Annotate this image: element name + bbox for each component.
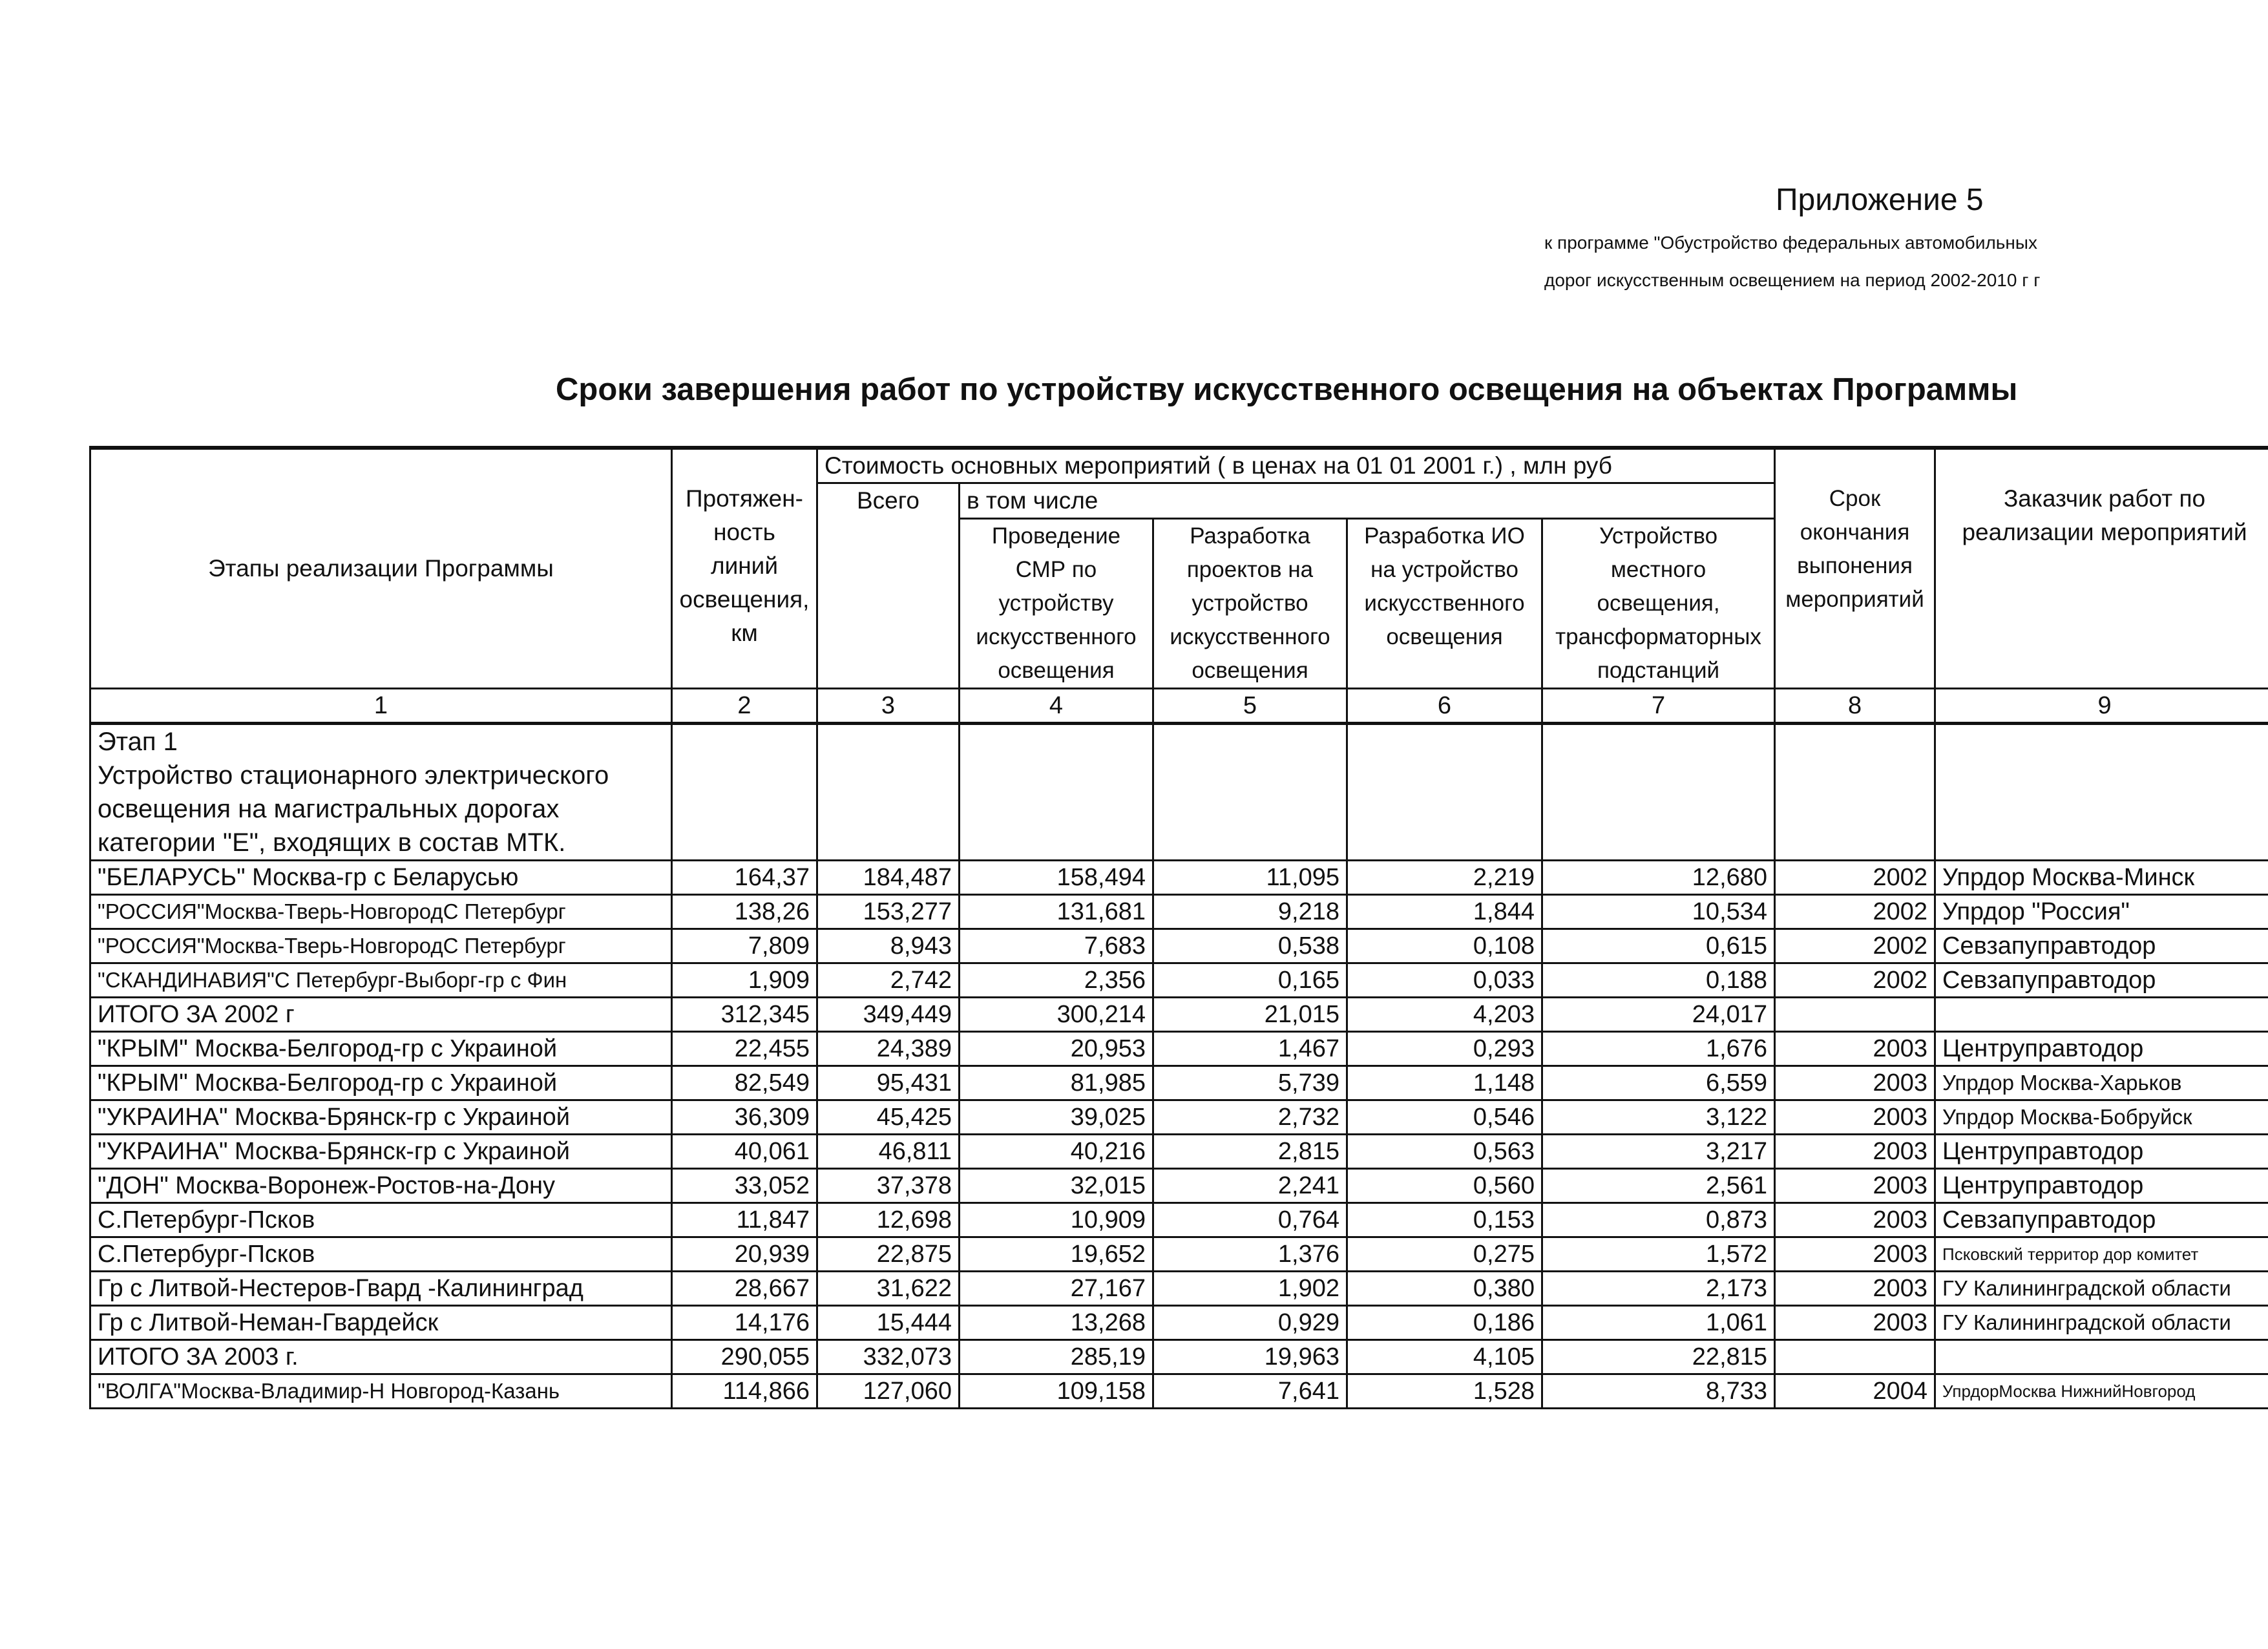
col-number: 5 [1153,689,1347,724]
io-cost-cell: 2,219 [1347,861,1542,895]
smr-cost-cell: 300,214 [960,998,1153,1032]
table-row [90,963,2268,998]
road-name-cell: "УКРАИНА" Москва-Брянск-гр с Украиной [90,1135,672,1169]
local-lighting-cost-cell: 0,873 [1542,1203,1775,1237]
data-rows [90,861,2268,1409]
total-cost-cell: 24,389 [817,1032,960,1066]
header-stages: Этапы реализации Программы [90,448,672,689]
smr-cost-cell: 285,19 [960,1340,1153,1374]
customer-cell: Упрдор Москва-Бобруйск [1935,1100,2268,1135]
length-cell: 138,26 [672,895,817,929]
local-lighting-cost-cell: 2,173 [1542,1272,1775,1306]
length-cell: 36,309 [672,1100,817,1135]
total-cost-cell: 127,060 [817,1374,960,1409]
projects-cost-cell: 1,467 [1153,1032,1347,1066]
table-row [90,1272,2268,1306]
length-cell: 1,909 [672,963,817,998]
projects-cost-cell: 2,732 [1153,1100,1347,1135]
total-cost-cell: 46,811 [817,1135,960,1169]
customer-cell: УпрдорМосква НижнийНовгород [1935,1374,2268,1409]
projects-cost-cell: 9,218 [1153,895,1347,929]
road-name-cell: "РОССИЯ"Москва-Тверь-НовгородС Петербург [90,895,672,929]
road-name-cell: Гр с Литвой-Неман-Гвардейск [90,1306,672,1340]
table-row [90,1340,2268,1374]
total-cost-cell: 2,742 [817,963,960,998]
total-cost-cell: 37,378 [817,1169,960,1203]
io-cost-cell: 1,148 [1347,1066,1542,1100]
table-row [90,1203,2268,1237]
col-number: 7 [1542,689,1775,724]
deadline-year-cell: 2002 [1775,929,1935,963]
local-lighting-cost-cell: 1,676 [1542,1032,1775,1066]
length-cell: 40,061 [672,1135,817,1169]
col-number: 8 [1775,689,1935,724]
total-cost-cell: 153,277 [817,895,960,929]
road-name-cell: "РОССИЯ"Москва-Тверь-НовгородС Петербург [90,929,672,963]
total-cost-cell: 12,698 [817,1203,960,1237]
stage-description: Этап 1 Устройство стационарного электрического освещения на магистральных дорогах категории "Е", входящих в состав МТК. [90,724,672,861]
local-lighting-cost-cell: 22,815 [1542,1340,1775,1374]
local-lighting-cost-cell: 0,188 [1542,963,1775,998]
schedule-table [89,446,2268,1409]
road-name-cell: "КРЫМ" Москва-Белгород-гр с Украиной [90,1066,672,1100]
header-total: Всего [817,483,960,689]
empty-cell [1542,724,1775,861]
header-row-1 [90,448,2268,483]
header-deadline: Срок окончания выпонения мероприятий [1775,448,1935,689]
io-cost-cell: 1,528 [1347,1374,1542,1409]
projects-cost-cell: 0,929 [1153,1306,1347,1340]
table-row [90,998,2268,1032]
page-title: Сроки завершения работ по устройству искусственного освещения на объектах Программы [556,372,2018,407]
projects-cost-cell: 7,641 [1153,1374,1347,1409]
smr-cost-cell: 81,985 [960,1066,1153,1100]
program-note-line2: дорог искусственным освещением на период 2002-2010 г г [1544,270,2041,290]
road-name-cell: "УКРАИНА" Москва-Брянск-гр с Украиной [90,1100,672,1135]
projects-cost-cell: 0,165 [1153,963,1347,998]
deadline-year-cell [1775,998,1935,1032]
empty-cell [672,724,817,861]
road-name-cell: С.Петербург-Псков [90,1203,672,1237]
projects-cost-cell: 2,241 [1153,1169,1347,1203]
length-cell: 33,052 [672,1169,817,1203]
total-cost-cell: 184,487 [817,861,960,895]
road-name-cell: "СКАНДИНАВИЯ"С Петербург-Выборг-гр с Фин [90,963,672,998]
smr-cost-cell: 40,216 [960,1135,1153,1169]
customer-cell: Севзапуправтодор [1935,1203,2268,1237]
smr-cost-cell: 10,909 [960,1203,1153,1237]
header-cost-group: Стоимость основных мероприятий ( в ценах на 01 01 2001 г.) , млн руб [817,448,1775,483]
projects-cost-cell: 19,963 [1153,1340,1347,1374]
header-length: Протяжен-ность линий освещения, км [672,448,817,689]
deadline-year-cell [1775,1340,1935,1374]
total-cost-cell: 332,073 [817,1340,960,1374]
table-row [90,1169,2268,1203]
empty-cell [817,724,960,861]
table-row [90,1237,2268,1272]
deadline-year-cell: 2003 [1775,1237,1935,1272]
customer-cell: Центруправтодор [1935,1032,2268,1066]
local-lighting-cost-cell: 3,217 [1542,1135,1775,1169]
stage-row [90,724,2268,861]
total-cost-cell: 22,875 [817,1237,960,1272]
customer-cell: Центруправтодор [1935,1135,2268,1169]
customer-cell: ГУ Калининградской области [1935,1272,2268,1306]
road-name-cell: "КРЫМ" Москва-Белгород-гр с Украиной [90,1032,672,1066]
total-cost-cell: 45,425 [817,1100,960,1135]
deadline-year-cell: 2003 [1775,1032,1935,1066]
deadline-year-cell: 2002 [1775,861,1935,895]
io-cost-cell: 0,108 [1347,929,1542,963]
length-cell: 82,549 [672,1066,817,1100]
table-row [90,1135,2268,1169]
schedule-table-wrap [89,446,2268,1409]
local-lighting-cost-cell: 1,572 [1542,1237,1775,1272]
deadline-year-cell: 2003 [1775,1272,1935,1306]
length-cell: 164,37 [672,861,817,895]
table-row [90,895,2268,929]
total-cost-cell: 15,444 [817,1306,960,1340]
header-customer: Заказчик работ по реализации мероприятий [1935,448,2268,689]
customer-cell: Упрдор Москва-Минск [1935,861,2268,895]
table-row [90,1306,2268,1340]
local-lighting-cost-cell: 8,733 [1542,1374,1775,1409]
io-cost-cell: 0,293 [1347,1032,1542,1066]
empty-cell [1347,724,1542,861]
length-cell: 114,866 [672,1374,817,1409]
customer-cell [1935,1340,2268,1374]
projects-cost-cell: 5,739 [1153,1066,1347,1100]
deadline-year-cell: 2003 [1775,1100,1935,1135]
length-cell: 312,345 [672,998,817,1032]
empty-cell [960,724,1153,861]
customer-cell: ГУ Калининградской области [1935,1306,2268,1340]
customer-cell: Севзапуправтодор [1935,929,2268,963]
deadline-year-cell: 2002 [1775,895,1935,929]
local-lighting-cost-cell: 6,559 [1542,1066,1775,1100]
table-row [90,1100,2268,1135]
customer-cell [1935,998,2268,1032]
projects-cost-cell: 0,538 [1153,929,1347,963]
col-number: 1 [90,689,672,724]
deadline-year-cell: 2003 [1775,1169,1935,1203]
empty-cell [1153,724,1347,861]
smr-cost-cell: 109,158 [960,1374,1153,1409]
customer-cell: Псковский территор дор комитет [1935,1237,2268,1272]
header-io: Разработка ИО на устройство искусственного освещения [1347,519,1542,689]
smr-cost-cell: 32,015 [960,1169,1153,1203]
length-cell: 14,176 [672,1306,817,1340]
table-row [90,1374,2268,1409]
local-lighting-cost-cell: 12,680 [1542,861,1775,895]
road-name-cell: "ДОН" Москва-Воронеж-Ростов-на-Дону [90,1169,672,1203]
total-cost-cell: 95,431 [817,1066,960,1100]
table-row [90,1066,2268,1100]
col-number: 4 [960,689,1153,724]
io-cost-cell: 1,844 [1347,895,1542,929]
smr-cost-cell: 158,494 [960,861,1153,895]
io-cost-cell: 4,203 [1347,998,1542,1032]
smr-cost-cell: 131,681 [960,895,1153,929]
local-lighting-cost-cell: 0,615 [1542,929,1775,963]
col-number: 3 [817,689,960,724]
smr-cost-cell: 13,268 [960,1306,1153,1340]
smr-cost-cell: 20,953 [960,1032,1153,1066]
customer-cell: Упрдор Москва-Харьков [1935,1066,2268,1100]
projects-cost-cell: 1,902 [1153,1272,1347,1306]
col-number: 6 [1347,689,1542,724]
program-note-line1: к программе "Обустройство федеральных автомобильных [1544,233,2037,253]
smr-cost-cell: 19,652 [960,1237,1153,1272]
io-cost-cell: 0,563 [1347,1135,1542,1169]
road-name-cell: С.Петербург-Псков [90,1237,672,1272]
col-number: 9 [1935,689,2268,724]
projects-cost-cell: 2,815 [1153,1135,1347,1169]
customer-cell: Упрдор "Россия" [1935,895,2268,929]
total-cost-cell: 349,449 [817,998,960,1032]
local-lighting-cost-cell: 1,061 [1542,1306,1775,1340]
io-cost-cell: 0,186 [1347,1306,1542,1340]
length-cell: 22,455 [672,1032,817,1066]
deadline-year-cell: 2003 [1775,1306,1935,1340]
length-cell: 7,809 [672,929,817,963]
table-row [90,929,2268,963]
deadline-year-cell: 2002 [1775,963,1935,998]
length-cell: 290,055 [672,1340,817,1374]
total-cost-cell: 31,622 [817,1272,960,1306]
road-name-cell: "ВОЛГА"Москва-Владимир-Н Новгород-Казань [90,1374,672,1409]
customer-cell: Севзапуправтодор [1935,963,2268,998]
header-projects: Разработка проектов на устройство искусственного освещения [1153,519,1347,689]
length-cell: 11,847 [672,1203,817,1237]
projects-cost-cell: 1,376 [1153,1237,1347,1272]
length-cell: 28,667 [672,1272,817,1306]
header-including: в том числе [960,483,1775,519]
road-name-cell: "БЕЛАРУСЬ" Москва-гр с Беларусью [90,861,672,895]
header-smr: Проведение СМР по устройству искусственного освещения [960,519,1153,689]
customer-cell: Центруправтодор [1935,1169,2268,1203]
io-cost-cell: 0,275 [1347,1237,1542,1272]
projects-cost-cell: 21,015 [1153,998,1347,1032]
appendix-label: Приложение 5 [1776,183,1984,217]
road-name-cell: Гр с Литвой-Нестеров-Гвард -Калининград [90,1272,672,1306]
empty-cell [1775,724,1935,861]
smr-cost-cell: 39,025 [960,1100,1153,1135]
local-lighting-cost-cell: 10,534 [1542,895,1775,929]
road-name-cell: ИТОГО ЗА 2002 г [90,998,672,1032]
deadline-year-cell: 2003 [1775,1135,1935,1169]
io-cost-cell: 4,105 [1347,1340,1542,1374]
io-cost-cell: 0,153 [1347,1203,1542,1237]
table-row [90,1032,2268,1066]
projects-cost-cell: 0,764 [1153,1203,1347,1237]
io-cost-cell: 0,380 [1347,1272,1542,1306]
total-cost-cell: 8,943 [817,929,960,963]
local-lighting-cost-cell: 24,017 [1542,998,1775,1032]
io-cost-cell: 0,560 [1347,1169,1542,1203]
table-row [90,861,2268,895]
deadline-year-cell: 2003 [1775,1203,1935,1237]
local-lighting-cost-cell: 3,122 [1542,1100,1775,1135]
header-local: Устройство местного освещения, трансформаторных подстанций [1542,519,1775,689]
io-cost-cell: 0,546 [1347,1100,1542,1135]
smr-cost-cell: 2,356 [960,963,1153,998]
deadline-year-cell: 2003 [1775,1066,1935,1100]
projects-cost-cell: 11,095 [1153,861,1347,895]
length-cell: 20,939 [672,1237,817,1272]
road-name-cell: ИТОГО ЗА 2003 г. [90,1340,672,1374]
col-number: 2 [672,689,817,724]
smr-cost-cell: 27,167 [960,1272,1153,1306]
column-number-row [90,689,2268,724]
io-cost-cell: 0,033 [1347,963,1542,998]
local-lighting-cost-cell: 2,561 [1542,1169,1775,1203]
empty-cell [1935,724,2268,861]
deadline-year-cell: 2004 [1775,1374,1935,1409]
smr-cost-cell: 7,683 [960,929,1153,963]
